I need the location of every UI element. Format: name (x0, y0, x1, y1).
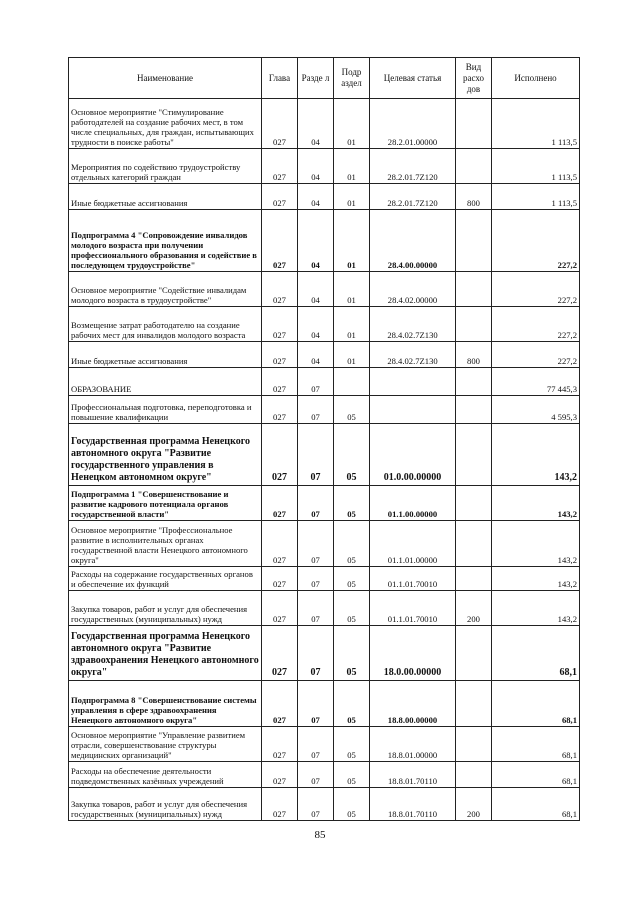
cell-vid (456, 486, 492, 521)
cell-done: 1 113,5 (492, 184, 580, 210)
cell-done: 1 113,5 (492, 99, 580, 149)
cell-target: 18.8.01.70110 (370, 762, 456, 788)
cell-target: 01.0.00.00000 (370, 424, 456, 486)
cell-razdel: 07 (298, 567, 334, 591)
table-row (69, 567, 580, 591)
cell-target: 28.4.02.7Z130 (370, 342, 456, 368)
cell-vid: 200 (456, 788, 492, 821)
cell-vid (456, 396, 492, 424)
cell-razdel: 07 (298, 727, 334, 762)
cell-razdel: 07 (298, 368, 334, 396)
cell-target: 18.8.01.70110 (370, 788, 456, 821)
col-header-podrazdel: Подр аздел (334, 58, 370, 99)
cell-glava: 027 (262, 210, 298, 272)
cell-done: 227,2 (492, 307, 580, 342)
cell-target: 28.2.01.7Z120 (370, 149, 456, 184)
table-row (69, 210, 580, 272)
cell-name: Расходы на обеспечение деятельности подведомственных казённых учреждений (69, 762, 262, 788)
cell-glava: 027 (262, 762, 298, 788)
table-header-row (69, 58, 580, 99)
cell-glava: 027 (262, 727, 298, 762)
cell-done: 1 113,5 (492, 149, 580, 184)
table-row (69, 99, 580, 149)
cell-podrazdel: 01 (334, 272, 370, 307)
table-row (69, 521, 580, 567)
col-header-done: Исполнено (492, 58, 580, 99)
cell-razdel: 07 (298, 681, 334, 727)
cell-target: 18.8.01.00000 (370, 727, 456, 762)
cell-podrazdel: 01 (334, 149, 370, 184)
cell-done: 143,2 (492, 424, 580, 486)
table-row (69, 681, 580, 727)
cell-podrazdel: 01 (334, 184, 370, 210)
cell-vid (456, 368, 492, 396)
cell-done: 77 445,3 (492, 368, 580, 396)
cell-glava: 027 (262, 396, 298, 424)
cell-podrazdel: 05 (334, 486, 370, 521)
cell-name: ОБРАЗОВАНИЕ (69, 368, 262, 396)
cell-vid (456, 727, 492, 762)
cell-done: 227,2 (492, 342, 580, 368)
table-body (69, 99, 580, 821)
cell-name: Государственная программа Ненецкого автономного округа "Развитие здравоохранения Ненецкого автономного округа" (69, 626, 262, 681)
cell-name: Мероприятия по содействию трудоустройству отдельных категорий граждан (69, 149, 262, 184)
cell-target (370, 368, 456, 396)
table-row (69, 342, 580, 368)
cell-name: Расходы на содержание государственных органов и обеспечение их функций (69, 567, 262, 591)
cell-razdel: 07 (298, 396, 334, 424)
cell-glava: 027 (262, 521, 298, 567)
cell-glava: 027 (262, 368, 298, 396)
cell-name: Профессиональная подготовка, переподготовка и повышение квалификации (69, 396, 262, 424)
cell-podrazdel: 01 (334, 99, 370, 149)
cell-vid (456, 424, 492, 486)
cell-podrazdel: 05 (334, 567, 370, 591)
cell-name: Закупка товаров, работ и услуг для обеспечения государственных (муниципальных) нужд (69, 591, 262, 626)
cell-vid (456, 567, 492, 591)
cell-glava: 027 (262, 788, 298, 821)
cell-glava: 027 (262, 681, 298, 727)
cell-name: Основное мероприятие "Управление развитием отрасли, совершенствование структуры медицинских организаций" (69, 727, 262, 762)
cell-done: 68,1 (492, 762, 580, 788)
cell-podrazdel: 05 (334, 788, 370, 821)
cell-vid (456, 521, 492, 567)
cell-done: 143,2 (492, 521, 580, 567)
cell-done: 143,2 (492, 591, 580, 626)
cell-podrazdel: 05 (334, 681, 370, 727)
cell-razdel: 07 (298, 486, 334, 521)
cell-name: Государственная программа Ненецкого автономного округа "Развитие государственного управления в Ненецком автономном округе" (69, 424, 262, 486)
table-row (69, 272, 580, 307)
cell-target: 18.0.00.00000 (370, 626, 456, 681)
cell-name: Иные бюджетные ассигнования (69, 184, 262, 210)
cell-vid (456, 307, 492, 342)
cell-glava: 027 (262, 149, 298, 184)
cell-name: Подпрограмма 1 "Совершенствование и развитие кадрового потенциала органов государственной власти" (69, 486, 262, 521)
cell-podrazdel (334, 368, 370, 396)
cell-target: 28.2.01.7Z120 (370, 184, 456, 210)
cell-podrazdel: 05 (334, 762, 370, 788)
cell-done: 227,2 (492, 272, 580, 307)
cell-name: Подпрограмма 4 "Сопровождение инвалидов молодого возраста при получении профессионального образования и содействие в последующем трудоустройстве" (69, 210, 262, 272)
cell-podrazdel: 05 (334, 626, 370, 681)
cell-target: 01.1.01.70010 (370, 591, 456, 626)
page-number: 85 (314, 829, 326, 841)
table-row (69, 184, 580, 210)
cell-done: 143,2 (492, 486, 580, 521)
cell-target: 28.2.01.00000 (370, 99, 456, 149)
cell-name: Подпрограмма 8 "Совершенствование системы управления в сфере здравоохранения Ненецкого автономного округа" (69, 681, 262, 727)
cell-target: 01.1.01.00000 (370, 521, 456, 567)
cell-target (370, 396, 456, 424)
cell-razdel: 07 (298, 521, 334, 567)
cell-vid (456, 99, 492, 149)
cell-razdel: 07 (298, 591, 334, 626)
cell-target: 28.4.02.00000 (370, 272, 456, 307)
cell-glava: 027 (262, 184, 298, 210)
cell-glava: 027 (262, 626, 298, 681)
table-row (69, 762, 580, 788)
cell-name: Основное мероприятие "Содействие инвалидам молодого возраста в трудоустройстве" (69, 272, 262, 307)
cell-done: 68,1 (492, 626, 580, 681)
table-row (69, 788, 580, 821)
col-header-vid: Вид расхо дов (456, 58, 492, 99)
cell-vid (456, 762, 492, 788)
table-row (69, 396, 580, 424)
cell-vid (456, 149, 492, 184)
cell-target: 18.8.00.00000 (370, 681, 456, 727)
cell-vid (456, 681, 492, 727)
cell-razdel: 04 (298, 307, 334, 342)
cell-vid: 200 (456, 591, 492, 626)
cell-done: 143,2 (492, 567, 580, 591)
cell-razdel: 04 (298, 272, 334, 307)
cell-vid (456, 626, 492, 681)
cell-done: 68,1 (492, 681, 580, 727)
cell-vid (456, 210, 492, 272)
cell-podrazdel: 05 (334, 591, 370, 626)
col-header-razdel: Разде л (298, 58, 334, 99)
col-header-name: Наименование (69, 58, 262, 99)
cell-target: 01.1.00.00000 (370, 486, 456, 521)
cell-razdel: 04 (298, 210, 334, 272)
cell-glava: 027 (262, 99, 298, 149)
table-row (69, 307, 580, 342)
cell-glava: 027 (262, 567, 298, 591)
cell-done: 68,1 (492, 788, 580, 821)
cell-razdel: 04 (298, 99, 334, 149)
cell-glava: 027 (262, 342, 298, 368)
cell-name: Основное мероприятие "Профессиональное развитие в исполнительных органах государственной власти Ненецкого автономного округа" (69, 521, 262, 567)
cell-vid (456, 272, 492, 307)
cell-razdel: 04 (298, 184, 334, 210)
cell-name: Основное мероприятие "Стимулирование работодателей на создание рабочих мест, в том числе специальных, для граждан, испытывающих трудности в поиске работы" (69, 99, 262, 149)
table-row (69, 149, 580, 184)
cell-razdel: 07 (298, 788, 334, 821)
cell-podrazdel: 05 (334, 521, 370, 567)
cell-razdel: 07 (298, 762, 334, 788)
cell-glava: 027 (262, 307, 298, 342)
cell-podrazdel: 01 (334, 342, 370, 368)
cell-podrazdel: 05 (334, 424, 370, 486)
table-row (69, 591, 580, 626)
col-header-glava: Глава (262, 58, 298, 99)
cell-glava: 027 (262, 486, 298, 521)
cell-razdel: 04 (298, 149, 334, 184)
cell-podrazdel: 05 (334, 727, 370, 762)
cell-name: Иные бюджетные ассигнования (69, 342, 262, 368)
cell-target: 28.4.00.00000 (370, 210, 456, 272)
table-row (69, 424, 580, 486)
cell-done: 227,2 (492, 210, 580, 272)
cell-razdel: 07 (298, 626, 334, 681)
table-row (69, 486, 580, 521)
table-row (69, 727, 580, 762)
cell-name: Возмещение затрат работодателю на создание рабочих мест для инвалидов молодого возраста (69, 307, 262, 342)
col-header-target: Целевая статья (370, 58, 456, 99)
cell-target: 28.4.02.7Z130 (370, 307, 456, 342)
cell-glava: 027 (262, 272, 298, 307)
cell-glava: 027 (262, 591, 298, 626)
cell-target: 01.1.01.70010 (370, 567, 456, 591)
cell-vid: 800 (456, 184, 492, 210)
cell-done: 68,1 (492, 727, 580, 762)
cell-razdel: 04 (298, 342, 334, 368)
table-row (69, 368, 580, 396)
table-row (69, 626, 580, 681)
cell-vid: 800 (456, 342, 492, 368)
cell-podrazdel: 05 (334, 396, 370, 424)
cell-podrazdel: 01 (334, 210, 370, 272)
cell-razdel: 07 (298, 424, 334, 486)
cell-name: Закупка товаров, работ и услуг для обеспечения государственных (муниципальных) нужд (69, 788, 262, 821)
cell-podrazdel: 01 (334, 307, 370, 342)
cell-done: 4 595,3 (492, 396, 580, 424)
budget-table (68, 57, 580, 821)
cell-glava: 027 (262, 424, 298, 486)
